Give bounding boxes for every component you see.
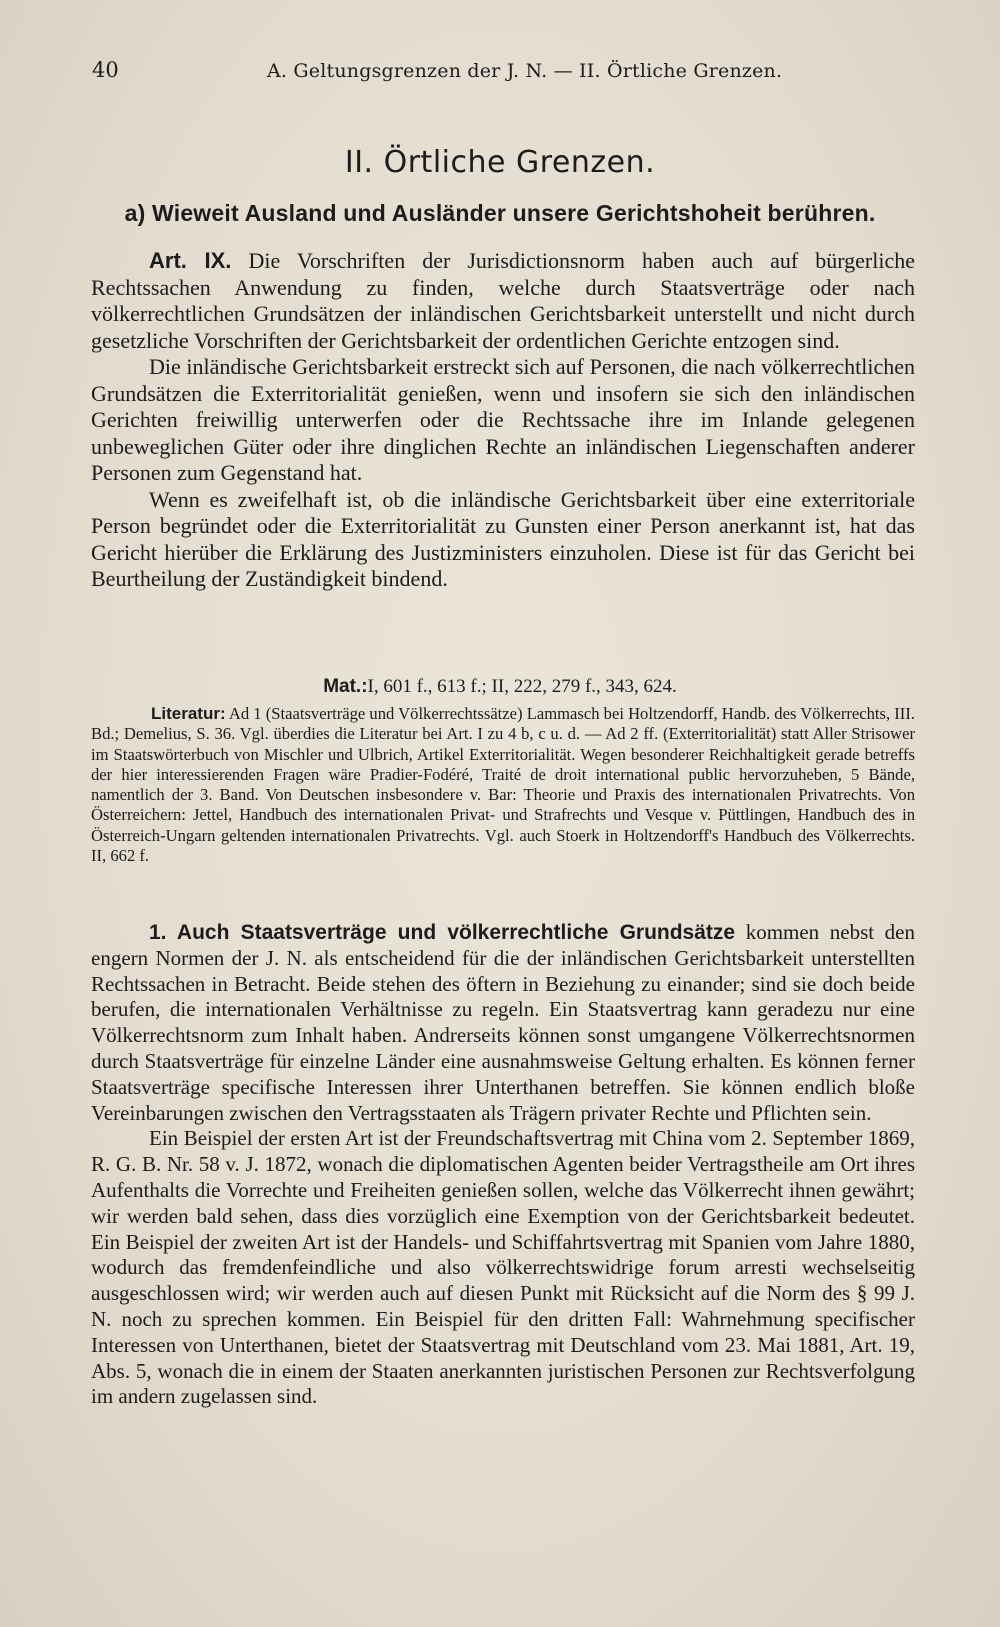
article-paragraph: Die inländische Gerichtsbarkeit erstreckt sich auf Personen, die nach völkerrechtlichen Grundsätzen die Exterritorialität genießen, wenn und insofern sie sich den inländischen Gerichten freiwillig unterwerfen oder die Rechtssache ihre im Inlande gelegenen unbeweglichen Güter oder ihre dinglichen Rechte an inländischen Liegenschaften anderer Personen zum Gegenstand hat. [91, 354, 915, 485]
running-head: A. Geltungsgrenzen der J. N. — II. Örtliche Grenzen. [267, 60, 783, 82]
materials-label: Mat.: [323, 676, 368, 697]
article-paragraph: Wenn es zweifelhaft ist, ob die inländische Gerichtsbarkeit über eine exterritoriale Person begründet oder die Exterritorialität zu Gunsten einer Person anerkannt ist, hat das Gericht hierüber die Erklärung des Justizministers einzuholen. Diese ist für das Gericht bei Beurtheilung der Zuständigkeit bindend. [91, 486, 915, 591]
section-title: II. Örtliche Grenzen. [344, 145, 656, 180]
literature-label: Literatur: [151, 704, 226, 723]
article-label: Art. IX. [149, 248, 232, 273]
materials-text: I, 601 f., 613 f.; II, 222, 279 f., 343, 624. [367, 676, 677, 697]
commentary-paragraph: Ein Beispiel der ersten Art ist der Freundschaftsvertrag mit China vom 2. September 1869, R. G. B. Nr. 58 v. J. 1872, wonach die diplomatischen Agenten beider Vertragstheile am Ort ihres Aufenthalts die Vorrechte und Freiheiten genießen sollen, welche das Völkerrecht ihnen gewährt; wir werden bald sehen, dass dies vorzüglich eine Exemption von der Gerichtsbarkeit bedeutet. Ein Beispiel der zweiten Art ist der Handels- und Schiffahrtsvertrag mit Spanien vom Jahre 1880, wodurch das fremdenfeindliche und also völkerrechtswidrige forum arresti wechselseitig ausgeschlossen wird; wir werden auch auf diesen Punkt mit Rücksicht auf die Norm des § 99 J. N. noch zu sprechen kommen. Ein Beispiel für den dritten Fall: Wahrnehmung specifischer Interessen von Unterthanen, bietet der Staatsvertrag mit Deutschland vom 23. Mai 1881, Art. 19, Abs. 5, wonach die in einem der Staaten anerkannten juristischen Personen zur Rechtsverfolgung im andern zugelassen sind. [91, 1126, 915, 1409]
commentary-paragraph [91, 920, 915, 1126]
materials-reference [0, 676, 1000, 698]
commentary-heading: 1. Auch Staatsverträge und völkerrechtliche Grundsätze [149, 921, 736, 944]
literature-note [91, 704, 915, 866]
commentary-paragraph-text: kommen nebst den engern Normen der J. N. als entscheidend für die der inländischen Gerichtsbarkeit unterstellten Rechtssachen in Betracht. Beide stehen des öftern in Beziehung zu einander; sind sie doch beide berufen, die internationalen Verhältnisse zu regeln. Ein Staatsvertrag kann geradezu nur eine Völkerrechtsnorm zum Inhalt haben. Andrerseits können sonst umgangene Völkerrechtsnormen durch Staatsverträge für einzelne Länder eine ausnahmsweise Geltung erhalten. Es können ferner Staatsverträge specifische Interessen ihrer Unterthanen betreffen. Sie können endlich bloße Vereinbarungen zwischen den Vertragsstaaten als Trägern privater Rechte und Pflichten sein. [91, 920, 916, 1125]
commentary-text [91, 920, 915, 1410]
literature-paragraph [91, 704, 915, 866]
literature-text: Ad 1 (Staatsverträge und Völkerrechtssätze) Lammasch bei Holtzendorff, Handb. des Völkerrechts, III. Bd.; Demelius, S. 36. Vgl. überdies die Literatur bei Art. I zu 4 b, c u. d. — Ad 2 ff. (Exterritorialität) statt Aller Strisower im Staatswörterbuch von Mischler und Ulbrich, Artikel Exterritorialität. Wegen besonderer Reichhaltigkeit gerade betreffs der hier interessierenden Fragen wäre Pradier-Fodéré, Traité de droit international public hervorzuheben, 5 Bände, namentlich der 3. Band. Von Deutschen insbesondere v. Bar: Theorie und Praxis des internationalen Privatrechts. Von Österreichern: Jettel, Handbuch des internationalen Privat- und Strafrechts und Vesque v. Püttlingen, Handbuch des in Österreich-Ungarn geltenden internationalen Privatrechts. Vgl. auch Stoerk in Holtzendorff's Handbuch des Völkerrechts. II, 662 f. [91, 704, 916, 866]
article-paragraph [91, 248, 915, 354]
article-text [91, 248, 915, 593]
page-number: 40 [92, 58, 119, 82]
page-header [92, 58, 912, 88]
subsection-title: a) Wieweit Ausland und Ausländer unsere Gerichtshoheit berühren. [124, 200, 876, 226]
article-paragraph-text: Die Vorschriften der Jurisdictionsnorm haben auch auf bürgerliche Rechtssachen Anwendung zu finden, welche durch Staatsverträge oder nach völkerrechtlichen Grundsätzen der inländischen Gerichtsbarkeit unterstellt und nicht durch gesetzliche Vorschriften der Gerichtsbarkeit der ordentlichen Gerichte entzogen sind. [91, 248, 916, 353]
